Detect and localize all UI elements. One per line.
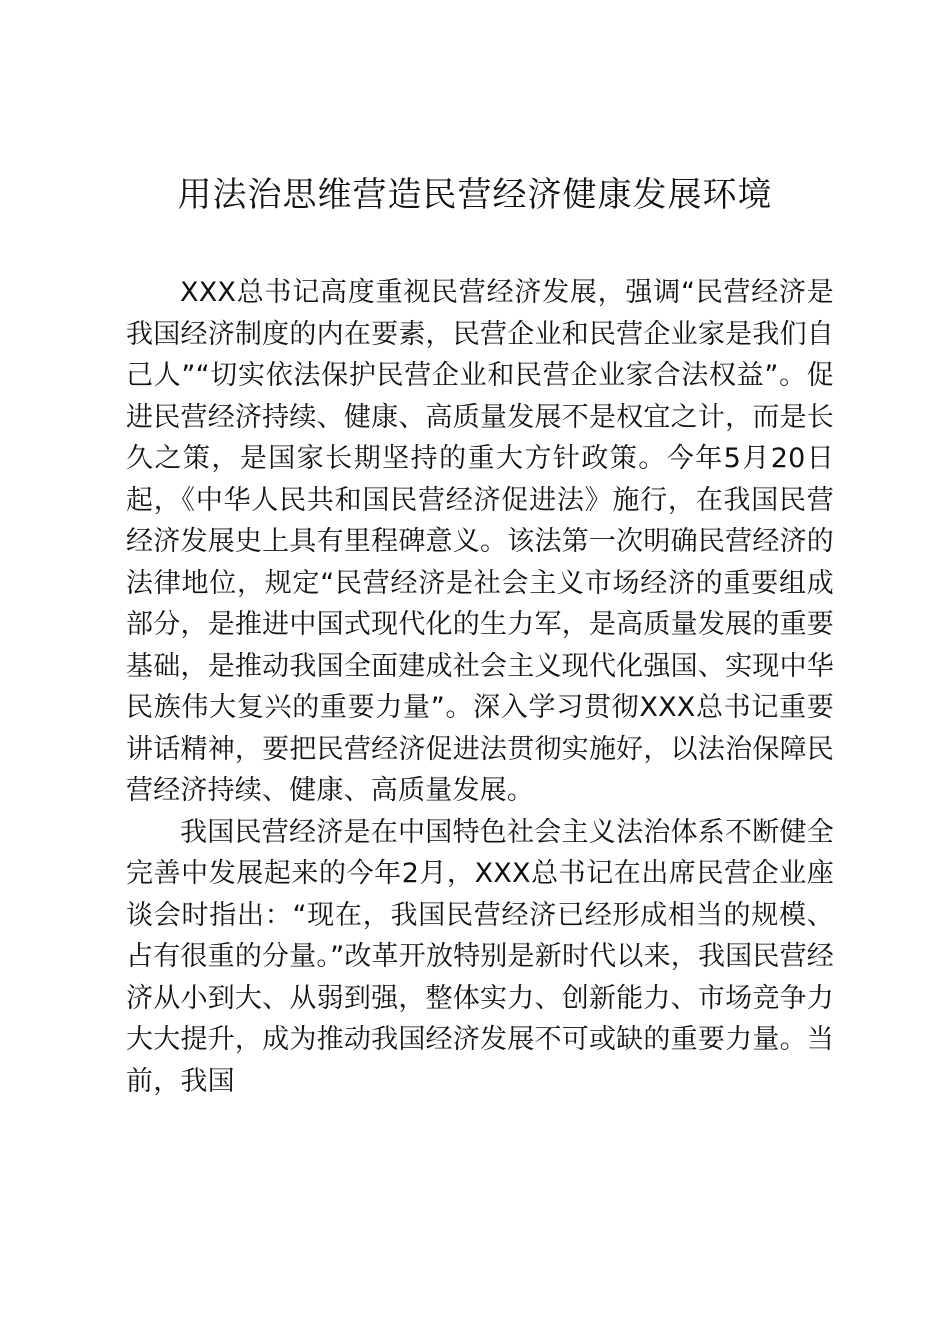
document-title: 用法治思维营造民营经济健康发展环境 (177, 175, 773, 215)
paragraph-2: 我国民营经济是在中国特色社会主义法治体系不断健全完善中发展起来的今年2月，XXX总书记在出席民营企业座谈会时指出：“现在，我国民营经济已经形成相当的规模、占有很重的分量。”改革开放特别是新时代以来，我国民营经济从小到大、从弱到强，整体实力、创新能力、市场竞争力大大提升，成为推动我国经济发展不可或缺的重要力量。当前，我国 (126, 816, 834, 1097)
document-body (126, 272, 834, 1102)
paragraph-1: XXX总书记高度重视民营经济发展，强调“民营经济是我国经济制度的内在要素，民营企业和民营企业家是我们自己人”“切实依法保护民营企业和民营企业家合法权益”。促进民营经济持续、健康、高质量发展不是权宜之计，而是长久之策，是国家长期坚持的重大方针政策。今年5月20日起，《中华人民共和国民营经济促进法》施行，在我国民营经济发展史上具有里程碑意义。该法第一次明确民营经济的法律地位，规定“民营经济是社会主义市场经济的重要组成部分，是推进中国式现代化的生力军，是高质量发展的重要基础，是推动我国全面建成社会主义现代化强国、实现中华民族伟大复兴的重要力量”。深入学习贯彻XXX总书记重要讲话精神，要把民营经济促进法贯彻实施好，以法治保障民营经济持续、健康、高质量发展。 (126, 277, 834, 806)
